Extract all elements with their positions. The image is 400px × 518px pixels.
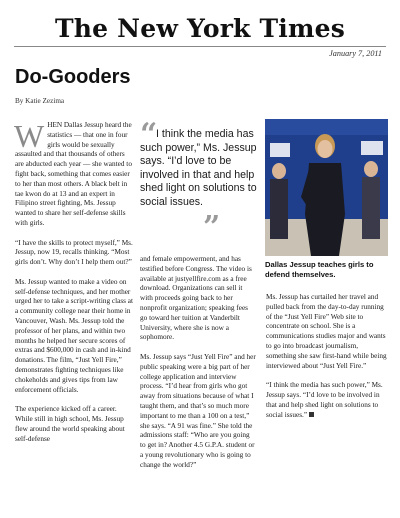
photo-banner xyxy=(265,119,388,135)
article-column-1 xyxy=(14,118,134,454)
end-mark-icon xyxy=(309,412,314,417)
drop-cap: W xyxy=(14,118,45,154)
paragraph-8-text: “I think the media has such power,” Ms. Jessup says. “I’d love to be involved in that and help shed light on solutions to social issues.” xyxy=(266,381,383,419)
paragraph-4: The experience kicked off a career. While still in high school, Ms. Jessup flew around the world speaking about self-defense xyxy=(15,405,125,443)
pullquote xyxy=(140,128,258,210)
photo-person-right-body xyxy=(362,177,380,239)
paragraph-7: Ms. Jessup has curtailed her travel and pulled back from the day-to-day running of the “Just Yell Fire” Web site to concentrate on school. She is a communications studies major and wants to go into broadcast journalism, something she saw first-hand while being interviewed about “Just Yell Fire.” xyxy=(266,293,387,370)
paragraph-1-text: HEN Dallas Jessup heard the statistics — that one in four girls would be sexually assaulted and that thousands of others are abducted each year — she wanted to fight back, something that comes easier to her than most others. A black belt in tae kwon do at 13 and an expert in Filipino street fighting, Ms. Jessup wanted to share her self-defense skills with girls. xyxy=(15,121,132,227)
article-column-2 xyxy=(140,255,257,480)
paragraph-5: and female empowerment, and has testified before Congress. The video is available at justyellfire.com as a free download. Organizations can sell it with proceeds going back to her nonprofit organization; speaking fees go toward her tuition at Vanderbilt University, where she is now a sophomore. xyxy=(140,255,252,342)
article-column-3 xyxy=(266,293,388,430)
photo-person-left-head xyxy=(272,163,286,179)
photo-caption: Dallas Jessup teaches girls to defend themselves. xyxy=(265,260,374,279)
paragraph-6: Ms. Jessup says “Just Yell Fire” and her public speaking were a big part of her college application and interview process. “I’d hear from girls who got away from situations because of what I taught them, and that’s so much more important to me than a 100 on a test,” she says. “A 91 was fine.” She told the admissions staff: “Who are you going to get in? Another 4.5 G.P.A. student or a young revolutionary who is going to change the world?” xyxy=(140,352,256,469)
masthead-rule xyxy=(14,46,386,47)
dateline: January 7, 2011 xyxy=(329,49,382,58)
paragraph-3: Ms. Jessup wanted to make a video on self-defense techniques, and her mother urged her to take a script-writing class at a community college near their home in Vancouver, Wash. Ms. Jessup told the professor of her plans, and within two months he helped her secure scores of extras and $600,000 in cash and in-kind donations. The film, “Just Yell Fire,” demonstrates fighting techniques like chokeholds and gives tips from law enforcement officials. xyxy=(15,277,134,394)
byline: By Katie Zezima xyxy=(15,97,65,105)
photo-person-right-head xyxy=(364,161,378,177)
paragraph-8 xyxy=(266,381,388,420)
article-photo xyxy=(265,119,388,256)
paragraph-1 xyxy=(14,118,134,229)
photo-sign-right xyxy=(361,141,383,155)
photo-sign-left xyxy=(270,143,290,157)
photo-person-left-body xyxy=(270,179,288,239)
photo-illustration xyxy=(265,119,388,256)
pullquote-close-mark: ” xyxy=(203,210,221,245)
photo-subject-face xyxy=(318,140,333,158)
headline: Do-Gooders xyxy=(15,66,131,88)
pullquote-open-mark: “ xyxy=(140,117,158,152)
pullquote-text: I think the media has such power,” Ms. Jessup says. “I’d love to be involved in that and help shed light on solutions to social issues. xyxy=(140,128,257,208)
masthead: The New York Times xyxy=(54,14,346,43)
paragraph-2: “I have the skills to protect myself,” Ms. Jessup, now 19, recalls thinking. “Most girls don’t. Why don’t I help them out?” xyxy=(15,238,133,267)
